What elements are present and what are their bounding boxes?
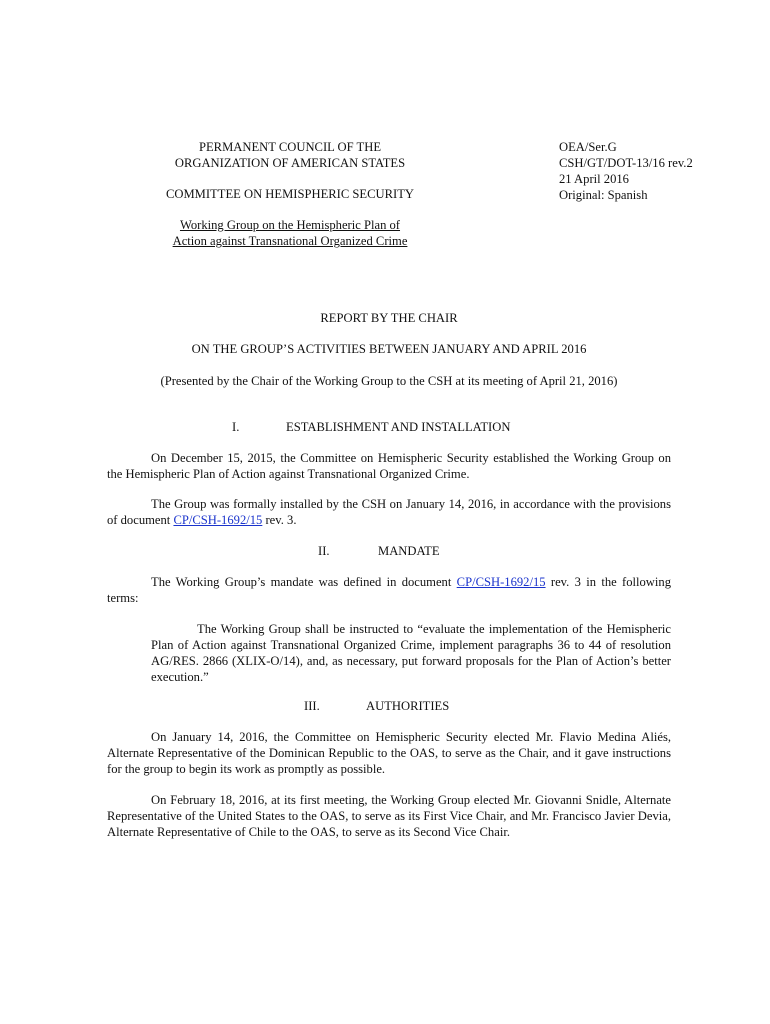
working-group-line-2: Action against Transnational Organized Crime xyxy=(172,234,408,248)
section-3-number: III. xyxy=(304,699,320,713)
section-3-paragraph-2: On February 18, 2016, at its first meeting, the Working Group elected Mr. Giovanni Snidle, Alternate Representative of the United States to the OAS, to serve as its First Vice Chair, and Mr. Francisco Javier Devia, Alternate Representative of Chile to the OAS, to serve as its Second Vice Chair. xyxy=(107,793,671,839)
section-1-heading: ESTABLISHMENT AND INSTALLATION xyxy=(286,420,511,434)
document-date: 21 April 2016 xyxy=(559,172,629,186)
committee-name: COMMITTEE ON HEMISPHERIC SECURITY xyxy=(165,187,415,201)
section-1-paragraph-2 xyxy=(107,496,671,528)
section-3-heading: AUTHORITIES xyxy=(366,699,450,713)
report-title: REPORT BY THE CHAIR xyxy=(320,311,458,325)
org-line-2: ORGANIZATION OF AMERICAN STATES xyxy=(174,156,406,170)
section-1-number: I. xyxy=(232,420,240,434)
mandate-quote: The Working Group shall be instructed to “evaluate the implementation of the Hemispheric Plan of Action against Transnational Organized Crime, implement paragraphs 36 to 44 of resolution AG/RES. 2866 (XLIX-O/14), and, as necessary, put forward proposals for the Plan of Action’s better execution.” xyxy=(151,622,671,684)
section-1-paragraph-1: On December 15, 2015, the Committee on Hemispheric Security established the Working Group on the Hemispheric Plan of Action against Transnational Organized Crime. xyxy=(107,451,671,481)
section-2-paragraph-1 xyxy=(107,574,671,606)
series-code: OEA/Ser.G xyxy=(559,140,617,154)
section-1-paragraph-2-tail: rev. 3. xyxy=(262,513,297,527)
committee-heading xyxy=(140,186,440,202)
document-reference xyxy=(559,139,759,203)
section-2-paragraph-1-text: The Working Group’s mandate was defined in document xyxy=(151,575,457,589)
council-heading xyxy=(140,139,440,171)
working-group-line-1: Working Group on the Hemispheric Plan of xyxy=(179,218,401,232)
org-line-1: PERMANENT COUNCIL OF THE xyxy=(198,140,382,154)
section-2-heading: MANDATE xyxy=(378,544,440,558)
document-link-cp-csh-1692-mandate[interactable]: CP/CSH-1692/15 xyxy=(456,575,546,589)
section-2-paragraph-1-tail: rev. 3 in the following terms: xyxy=(107,575,671,605)
document-link-cp-csh-1692[interactable]: CP/CSH-1692/15 xyxy=(173,513,263,527)
section-3-paragraph-1: On January 14, 2016, the Committee on Hemispheric Security elected Mr. Flavio Medina Aliés, Alternate Representative of the Dominican Republic to the OAS, to serve as the Chair, and it gave instructions for the group to begin its work as promptly as possible. xyxy=(107,730,671,776)
original-language: Original: Spanish xyxy=(559,188,648,202)
document-number: CSH/GT/DOT-13/16 rev.2 xyxy=(559,156,693,170)
report-subtitle: ON THE GROUP’S ACTIVITIES BETWEEN JANUARY AND APRIL 2016 xyxy=(191,342,587,356)
section-1-paragraph-2-text: The Group was formally installed by the CSH on January 14, 2016, in accordance with the provisions of document xyxy=(107,497,671,527)
section-2-number: II. xyxy=(318,544,330,558)
presented-note: (Presented by the Chair of the Working Group to the CSH at its meeting of April 21, 2016) xyxy=(160,374,618,388)
working-group-heading xyxy=(140,217,440,249)
